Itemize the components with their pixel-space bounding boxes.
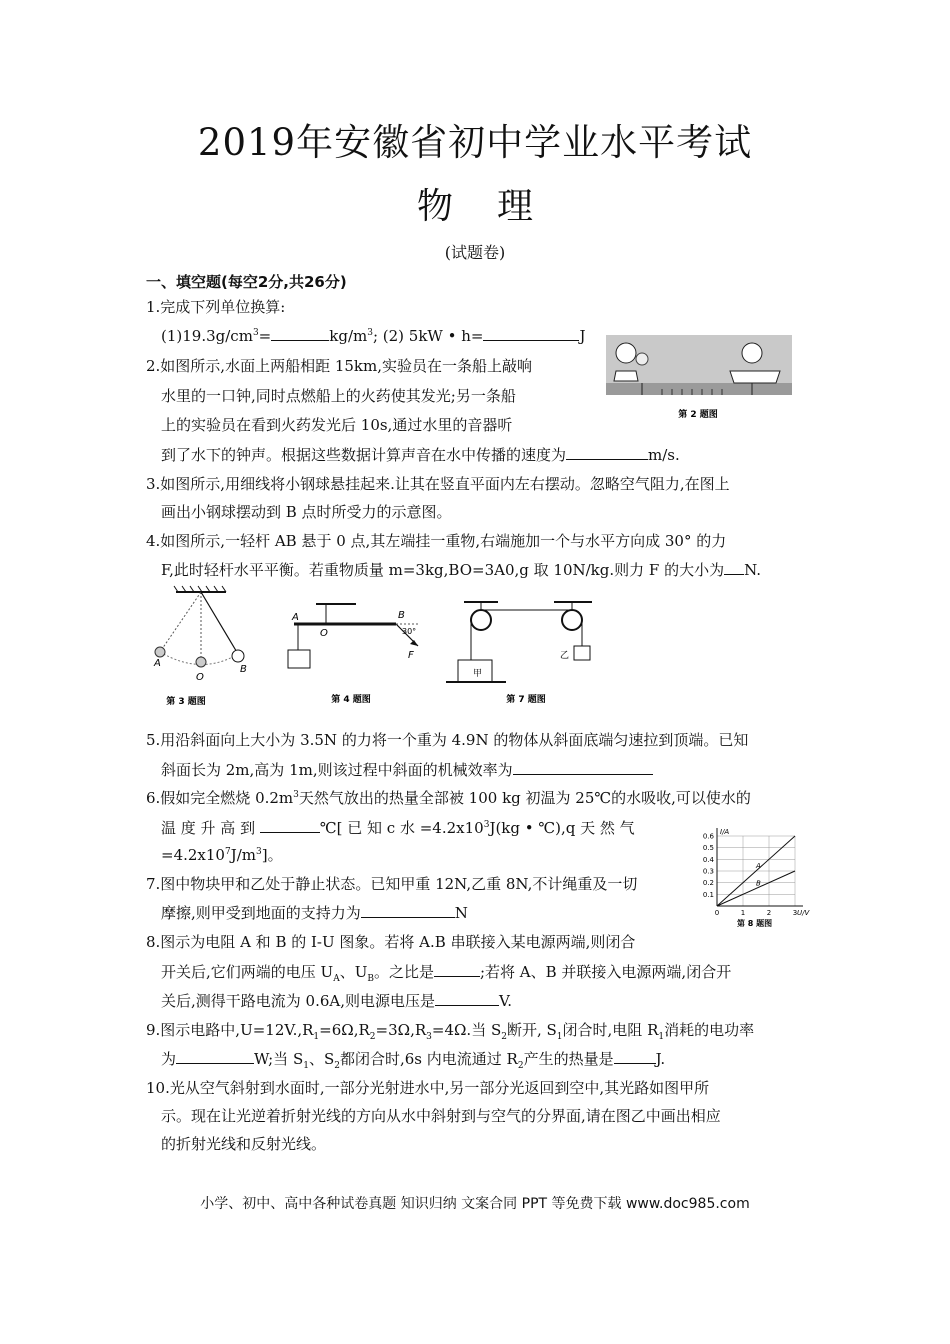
- x-tick-label: 2: [766, 909, 772, 917]
- y-axis-label: I/A: [720, 828, 730, 836]
- q3-line1: 3.如图所示,用细线将小钢球悬挂起来.让其在竖直平面内左右摆动。忽略空气阻力,在图上: [146, 475, 730, 493]
- q4-line2: F,此时轻杆水平平衡。若重物质量 m=3kg,BO=3A0,g 取 10N/kg.则力 F 的大小为 N.: [161, 561, 762, 579]
- q1-line2: $(1)19.3g/cm^3= kg/m^3$; (2) 5kW • h= J: [161, 327, 586, 345]
- q2-line1: 2.如图所示,水面上两船相距 15km,实验员在一条船上敲响: [146, 357, 533, 375]
- q1-line1: 1.完成下列单位换算:: [146, 298, 286, 316]
- q2-line3: 上的实验员在看到火药发光后 10s,通过水里的音器听: [161, 416, 513, 434]
- x-tick-label: 0: [714, 909, 720, 917]
- figure-8-caption: 第 8 题图: [737, 919, 773, 928]
- q10-line3: 的折射光线和反射光线。: [161, 1135, 327, 1153]
- figure-7-caption: 第 7 题图: [506, 695, 546, 705]
- svg-text:30°: 30°: [402, 627, 417, 636]
- y-tick-label: 0.2: [702, 879, 714, 888]
- exam-title: 2019年安徽省初中学业水平考试: [197, 121, 753, 164]
- figure-8-iu-chart: [695, 826, 813, 930]
- svg-text:乙: 乙: [560, 651, 570, 661]
- x-axis-label: U/V: [797, 909, 810, 917]
- q10-line2: 示。现在让光逆着折射光线的方向从水中斜射到与空气的分界面,请在图乙中画出相应: [161, 1107, 721, 1125]
- x-tick-label: 3: [792, 909, 798, 917]
- q5-line2: 斜面长为 2m,高为 1m,则该过程中斜面的机械效率为: [161, 759, 653, 780]
- x-tick-label: 1: [740, 909, 746, 917]
- section-heading: 一、填空题(每空2分,共26分): [146, 273, 347, 291]
- q8-line1: 8.图示为电阻 A 和 B 的 I-U 图象。若将 A.B 串联接入某电源两端,则闭合: [146, 933, 636, 951]
- y-tick-label: 0.1: [702, 890, 714, 899]
- q9-line1: 9.图示电路中$,U=12V.,R_1=6\Omega,R_2=3\Omega,R_3=4\Omega$.当 $S_2$断开, $S_1$闭合时,电阻 $R_1$消耗的电功率: [146, 1021, 755, 1042]
- paper-type: (试题卷): [444, 243, 506, 262]
- q6-line1: 6.假如完全燃烧 $0.2m^3$天然气放出的热量全部被 100 kg 初温为 25℃的水吸收,可以使水的: [146, 789, 751, 807]
- figure-3-caption: 第 3 题图: [166, 697, 206, 707]
- q6-line2: 温 度 升 高 到 ℃[ 已 知 c 水 $=4.2x10^3J(kg$ • ℃),q 天 然 气: [161, 819, 635, 837]
- series-label-A: A: [756, 862, 761, 870]
- q8-line2: 开关后,它们两端的电压 $U_A$、$U_B$。之比是 ;若将 A、B 并联接入电源两端,闭合开: [161, 963, 732, 984]
- figure-7: [446, 602, 592, 705]
- subject-title: 物理: [416, 186, 577, 227]
- svg-text:A: A: [292, 612, 299, 623]
- series-line-B: [717, 871, 795, 906]
- y-tick-label: 0.5: [702, 844, 714, 853]
- y-tick-label: 0.3: [702, 867, 714, 876]
- q2-line4: 到了水下的钟声。根据这些数据计算声音在水中传播的速度为 m/s.: [161, 446, 680, 464]
- q9-line2: 为 W;当 $S_1$、$S_2$都闭合时,6s 内电流通过 $R_2$产生的热量是 J.: [161, 1050, 666, 1071]
- q2-line2: 水里的一口钟,同时点燃船上的火药使其发光;另一条船: [161, 387, 516, 405]
- figure-3: [153, 586, 247, 707]
- svg-text:O: O: [320, 628, 328, 639]
- q3-line2: 画出小钢球摆动到 B 点时所受力的示意图。: [161, 503, 452, 521]
- series-label-B: B: [756, 879, 761, 888]
- svg-text:F: F: [408, 650, 414, 661]
- q4-line1: 4.如图所示,一轻杆 AB 悬于 0 点,其左端挂一重物,右端施加一个与水平方向成 30° 的力: [146, 532, 727, 550]
- y-tick-label: 0.6: [702, 832, 714, 841]
- figures-row: [146, 584, 606, 714]
- q8-line3: 关后,测得干路电流为 0.6A,则电源电压是 V.: [161, 992, 512, 1010]
- figure-4-caption: 第 4 题图: [331, 695, 371, 705]
- svg-text:B: B: [240, 664, 247, 675]
- svg-text:O: O: [196, 672, 204, 683]
- footer-download-note: 小学、初中、高中各种试卷真题 知识归纳 文案合同 PPT 等免费下载 www.doc985.com: [200, 1196, 750, 1212]
- y-tick-label: 0.4: [702, 855, 714, 864]
- q7-line2: 摩擦,则甲受到地面的支持力为 N: [161, 904, 468, 922]
- svg-text:B: B: [398, 610, 405, 621]
- q10-line1: 10.光从空气斜射到水面时,一部分光射进水中,另一部分光返回到空中,其光路如图甲所: [146, 1079, 710, 1097]
- q6-line3: $=4.2x10^7J/m^3$]。: [161, 846, 283, 864]
- svg-text:A: A: [154, 658, 161, 669]
- q7-line1: 7.图中物块甲和乙处于静止状态。已知甲重 12N,乙重 8N,不计绳重及一切: [146, 875, 638, 893]
- q5-line1: 5.用沿斜面向上大小为 3.5N 的力将一个重为 4.9N 的物体从斜面底端匀速拉到顶端。已知: [146, 731, 749, 749]
- figure-4: [288, 604, 418, 705]
- figure-2: [602, 331, 794, 425]
- figure-2-caption: 第 2 题图: [678, 410, 718, 420]
- svg-text:甲: 甲: [473, 669, 483, 679]
